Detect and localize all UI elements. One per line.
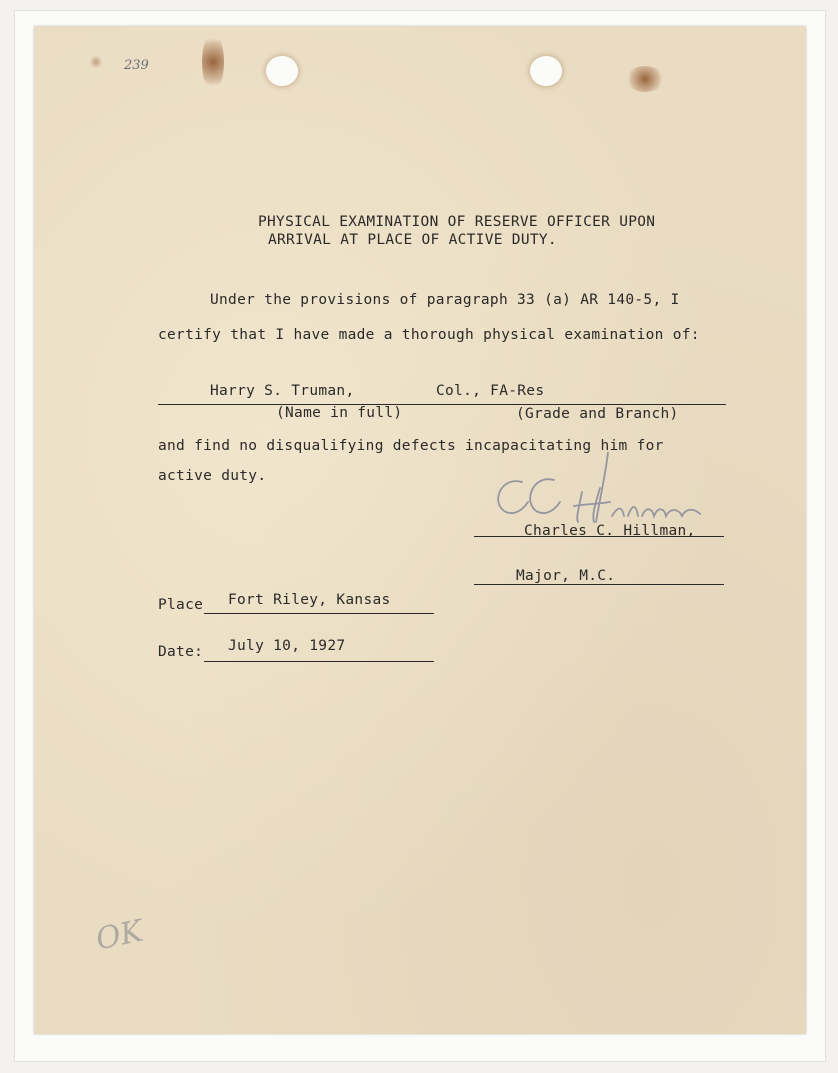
examinee-name: Harry S. Truman, xyxy=(210,383,355,399)
document-title-line-1: PHYSICAL EXAMINATION OF RESERVE OFFICER UPON xyxy=(258,214,656,230)
intro-line-2: certify that I have made a thorough physical examination of: xyxy=(158,327,700,343)
rust-stain-left xyxy=(202,32,224,92)
document-title-line-2: ARRIVAL AT PLACE OF ACTIVE DUTY. xyxy=(268,232,557,248)
page-number: 239 xyxy=(124,58,149,73)
examinee-grade: Col., FA-Res xyxy=(436,383,545,399)
grade-caption: (Grade and Branch) xyxy=(516,406,679,422)
place-rule xyxy=(204,613,434,614)
signer-name: Charles C. Hillman, xyxy=(524,523,696,539)
finding-line-2: active duty. xyxy=(158,468,267,484)
signer-name-rule xyxy=(474,536,724,537)
document-page xyxy=(34,26,806,1034)
date-label: Date: xyxy=(158,644,204,660)
finding-line-1: and find no disqualifying defects incapacitating him for xyxy=(158,438,664,454)
margin-note: OK xyxy=(92,913,147,958)
punch-hole-right xyxy=(530,56,562,86)
date-value: July 10, 1927 xyxy=(228,638,346,654)
name-caption: (Name in full) xyxy=(276,405,403,421)
name-grade-rule xyxy=(158,404,726,405)
place-value: Fort Riley, Kansas xyxy=(228,592,391,608)
place-label: Place xyxy=(158,597,204,613)
rust-stain-right xyxy=(626,66,664,92)
handwritten-signature xyxy=(482,452,722,532)
punch-hole-left xyxy=(266,56,298,86)
intro-line-1: Under the provisions of paragraph 33 (a) AR 140-5, I xyxy=(210,292,680,308)
signer-rank-rule xyxy=(474,584,724,585)
signer-rank: Major, M.C. xyxy=(516,568,616,584)
rust-spot xyxy=(90,56,102,68)
date-rule xyxy=(204,661,434,662)
